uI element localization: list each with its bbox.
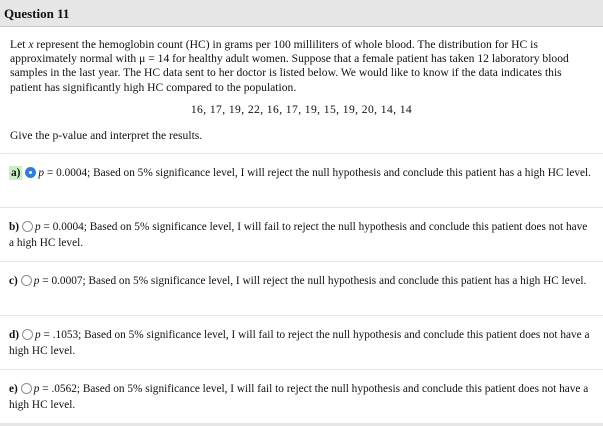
divider [0, 261, 603, 262]
variable-x: x [28, 38, 34, 51]
question-prompt: Give the p-value and interpret the results. [10, 129, 203, 142]
option-letter: c) [9, 275, 18, 287]
divider [0, 315, 603, 316]
option-letter: e) [9, 383, 18, 395]
radio-button-checked[interactable] [25, 167, 36, 178]
question-stem: Let x represent the hemoglobin count (HC) in grams per 100 milliliters of whole blood. The distribution for HC is approximately normal with μ = 14 for healthy adult women. Suppose that a female patient has taken 12 laboratory blood samples in the last year. The HC data sent to her doctor is listed below. We would like to know if the data indicates this patient has significantly high HC compared to the population. [10, 38, 569, 94]
data-values: 16, 17, 19, 22, 16, 17, 19, 15, 19, 20, 14, 14 [190, 103, 413, 116]
radio-button[interactable] [22, 329, 33, 340]
radio-button[interactable] [22, 221, 33, 232]
divider [0, 369, 603, 370]
option-letter: b) [9, 221, 20, 233]
option-b[interactable]: b) p = 0.0004; Based on 5% significance level, I will fail to reject the null hypothesis and conclude this patient does not have a high HC level. [9, 221, 588, 249]
option-letter: a) [11, 167, 21, 179]
option-e[interactable]: e) p = .0562; Based on 5% significance level, I will fail to reject the null hypothesis and conclude this patient does not have a high HC level. [9, 383, 589, 411]
question-title: Question 11 [4, 6, 70, 21]
option-c[interactable]: c) p = 0.0007; Based on 5% significance level, I will reject the null hypothesis and conclude this patient has a high HC level. [9, 275, 587, 287]
radio-button[interactable] [21, 383, 32, 394]
divider [0, 153, 603, 154]
mu-symbol: μ [139, 52, 146, 66]
option-d[interactable]: d) p = .1053; Based on 5% significance level, I will fail to reject the null hypothesis and conclude this patient does not have a high HC level. [9, 329, 590, 357]
option-letter: d) [9, 329, 20, 341]
radio-button[interactable] [21, 275, 32, 286]
option-a[interactable]: a) p = 0.0004; Based on 5% significance level, I will reject the null hypothesis and conclude this patient has a high HC level. [11, 167, 592, 179]
divider [0, 207, 603, 208]
question-header [0, 0, 603, 27]
